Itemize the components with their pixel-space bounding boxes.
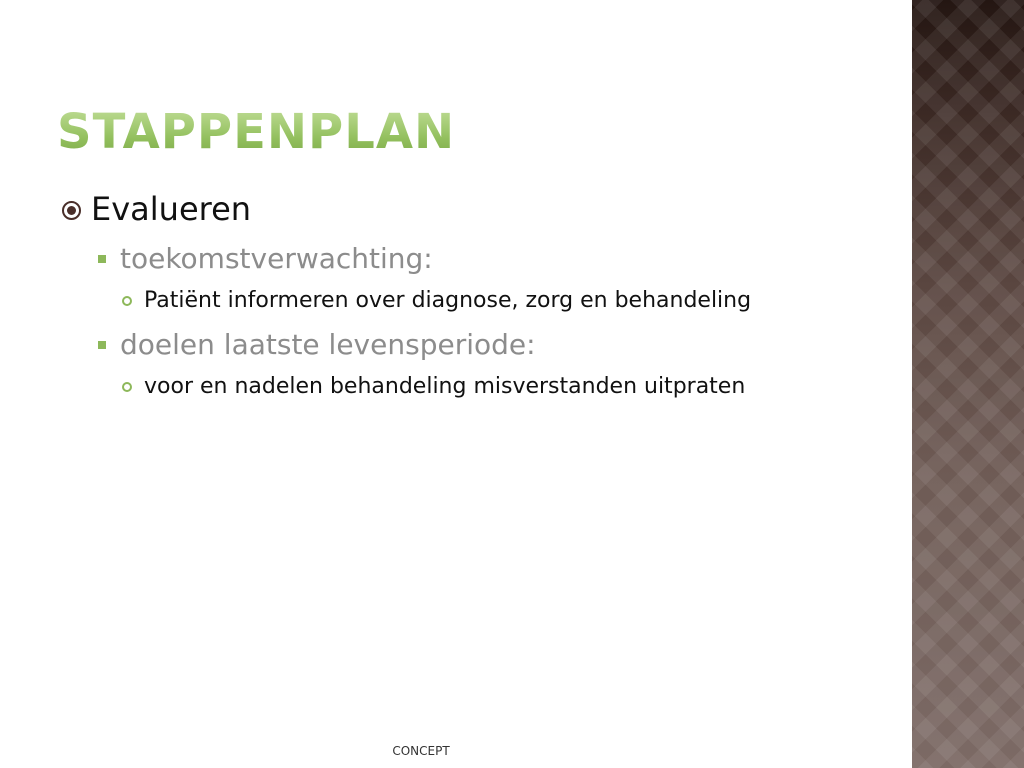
list-item-level2 (98, 238, 433, 278)
list-item-level3 (122, 370, 745, 402)
list-item-label: toekomstverwachting: (120, 241, 433, 275)
target-bullet-icon (62, 201, 81, 220)
ring-bullet-icon (122, 296, 132, 306)
list-item-label: doelen laatste levensperiode: (120, 327, 536, 361)
list-item-level2 (98, 324, 536, 364)
decorative-side-panel (912, 0, 1024, 768)
footer-label: CONCEPT (392, 744, 450, 758)
square-bullet-icon (98, 255, 106, 263)
ring-bullet-icon (122, 382, 132, 392)
slide-title: STAPPENPLAN (57, 104, 456, 160)
list-item-label: Evalueren (91, 190, 252, 228)
list-item-label: voor en nadelen behandeling misverstanden uitpraten (144, 373, 746, 399)
list-item-level1 (62, 186, 251, 232)
list-item-level3 (122, 284, 751, 316)
list-item-label: Patiënt informeren over diagnose, zorg en behandeling (144, 287, 752, 313)
square-bullet-icon (98, 341, 106, 349)
